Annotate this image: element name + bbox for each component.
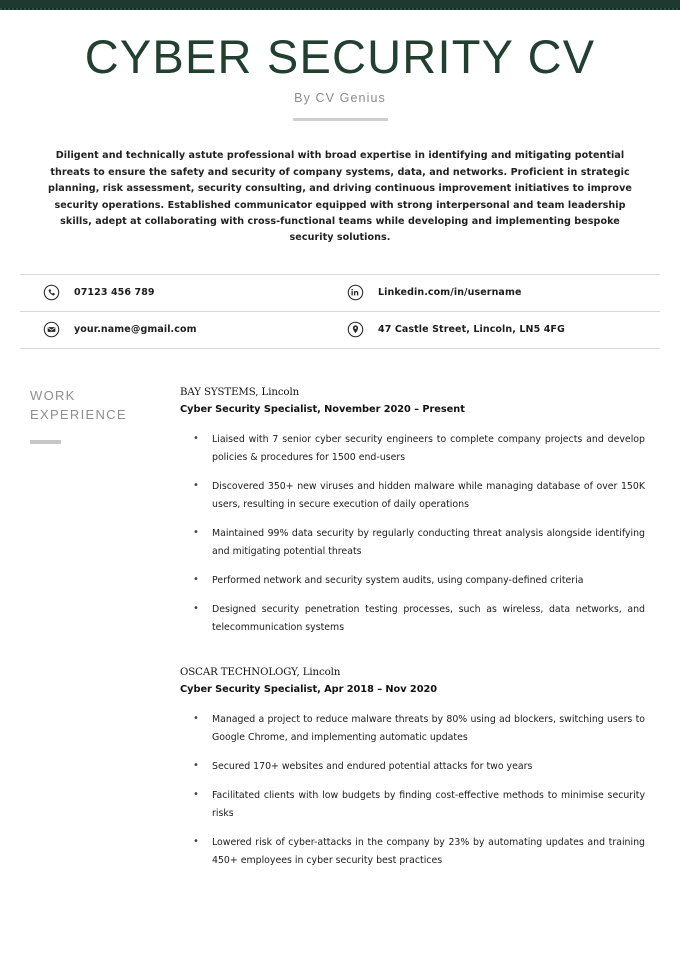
job-role-and-dates: Cyber Security Specialist, November 2020 – Present: [180, 403, 465, 415]
linkedin-icon: [347, 284, 364, 301]
contact-row: [20, 275, 660, 311]
cv-body: [0, 384, 680, 870]
contact-item-address[interactable]: [347, 321, 660, 338]
cv-header: [0, 0, 680, 121]
section-heading-work-experience-line2: EXPERIENCE: [30, 406, 127, 422]
contact-row: [20, 311, 660, 348]
job-bullet: • Maintained 99% data security by regularly conducting threat analysis alongside identifying and mitigating potential threats: [180, 525, 645, 561]
contact-value-linkedin: Linkedin.com/in/username: [378, 287, 522, 299]
page-title: CYBER SECURITY CV: [84, 30, 596, 83]
job-entry: [180, 664, 645, 870]
contact-value-email: your.name@gmail.com: [74, 324, 197, 336]
job-company: BAY SYSTEMS, Lincoln: [180, 386, 300, 398]
work-experience-label-column: [30, 384, 180, 870]
byline: By CV Genius: [294, 91, 386, 106]
section-heading-underline: [30, 440, 61, 444]
contact-value-address: 47 Castle Street, Lincoln, LN5 4FG: [378, 324, 565, 336]
job-bullet: • Liaised with 7 senior cyber security engineers to complete company projects and develop policies & procedures for 1500 end-users: [180, 431, 645, 467]
job-bullet: • Designed security penetration testing processes, such as wireless, data networks, and telecommunication systems: [180, 601, 645, 637]
job-bullet: • Facilitated clients with low budgets by finding cost-effective methods to minimise security risks: [180, 787, 645, 823]
job-bullet: • Performed network and security system audits, using company-defined criteria: [180, 572, 645, 590]
professional-summary: Diligent and technically astute professional with broad expertise in identifying and mitigating potential threats to ensure the safety and security of company systems, data, and networks. Proficient in strategic planning, risk assessment, security consulting, and driving continuous improvement initiatives to improve security operations. Established communicator equipped with strong interpersonal and team leadership skills, adept at collaborating with cross-functional teams while developing and implementing bespoke security solutions.: [48, 150, 632, 244]
contact-value-phone: 07123 456 789: [74, 287, 155, 299]
job-role-and-dates: Cyber Security Specialist, Apr 2018 – Nov 2020: [180, 683, 437, 695]
contact-item-phone[interactable]: [20, 284, 347, 301]
header-accent-dotted-rule: [0, 8, 680, 10]
job-entry: [180, 384, 645, 637]
byline-divider: [293, 118, 388, 121]
job-company: OSCAR TECHNOLOGY, Lincoln: [180, 666, 341, 678]
contact-block: [20, 274, 660, 349]
job-bullet: • Managed a project to reduce malware threats by 80% using ad blockers, switching users to Google Chrome, and implementing automatic updates: [180, 711, 645, 747]
email-icon: [43, 321, 60, 338]
job-bullet-list: [180, 711, 645, 870]
job-bullet: • Discovered 350+ new viruses and hidden malware while managing database of over 150K users, resulting in secure execution of daily operations: [180, 478, 645, 514]
job-bullet: • Secured 170+ websites and endured potential attacks for two years: [180, 758, 645, 776]
contact-item-email[interactable]: [20, 321, 347, 338]
location-pin-icon: [347, 321, 364, 338]
contact-item-linkedin[interactable]: [347, 284, 660, 301]
section-heading-work-experience-line1: WORK: [30, 387, 76, 403]
work-experience-content-column: [180, 384, 680, 870]
job-bullet: • Lowered risk of cyber-attacks in the company by 23% by automating updates and training 450+ employees in cyber security best practices: [180, 834, 645, 870]
job-bullet-list: [180, 431, 645, 637]
phone-icon: [43, 284, 60, 301]
